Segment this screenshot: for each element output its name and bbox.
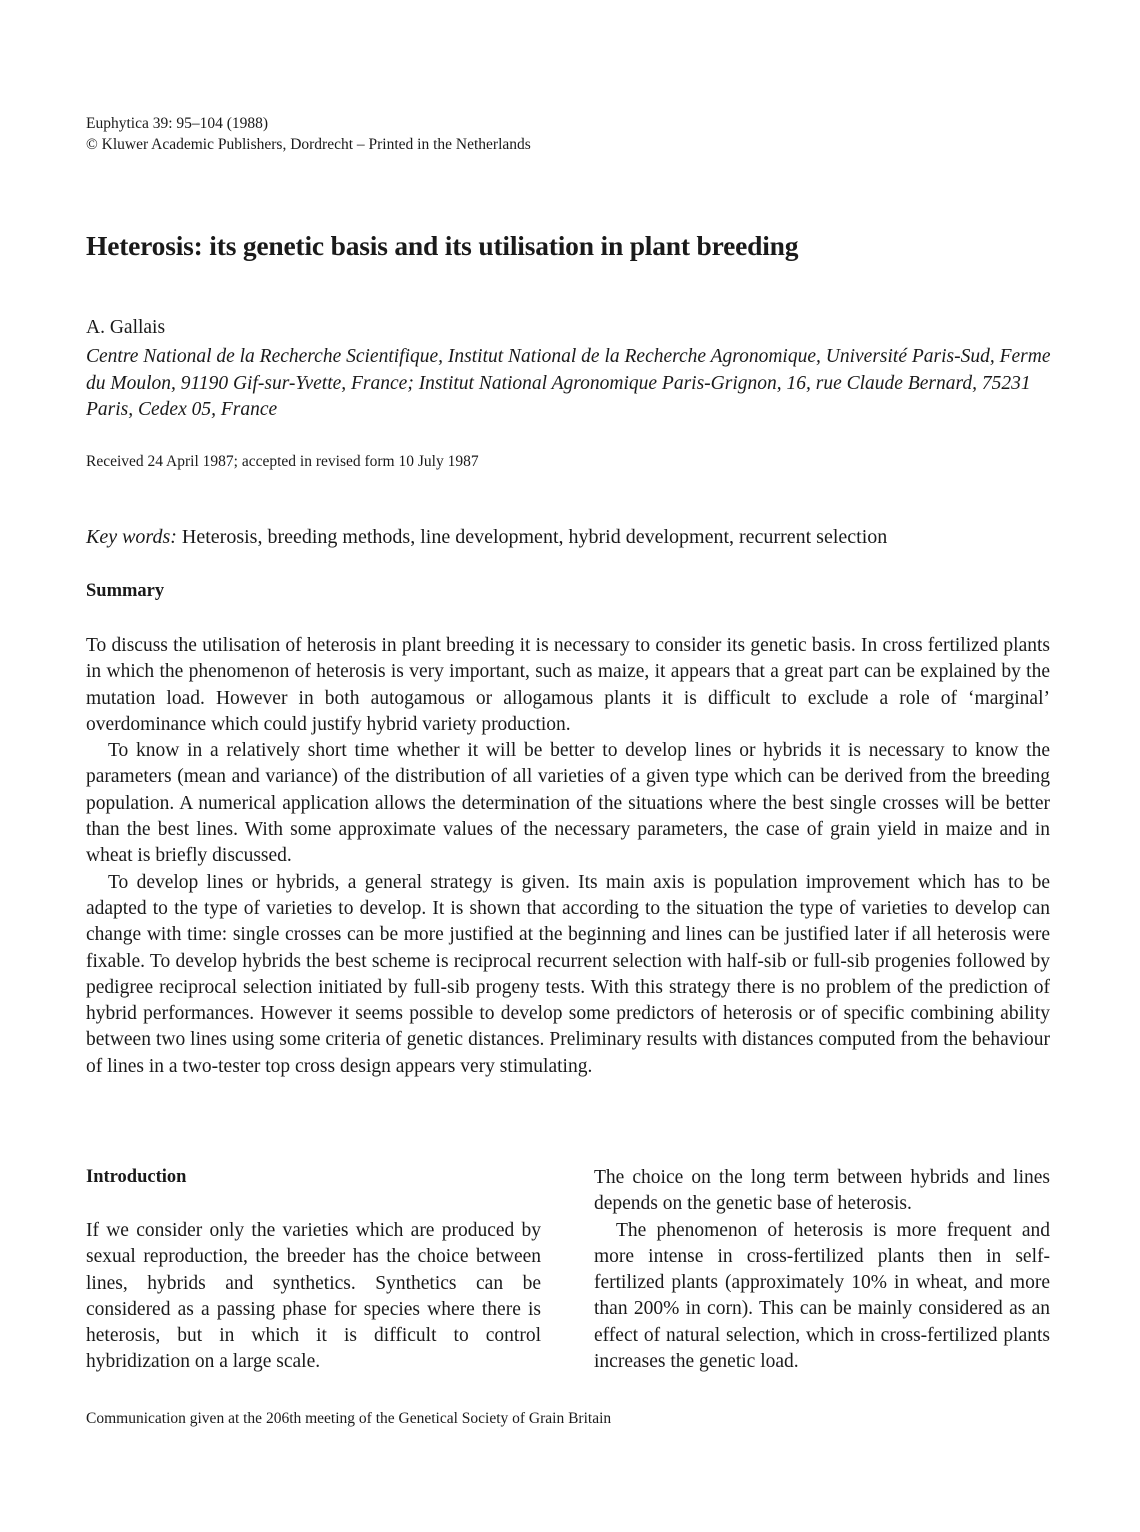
author-name: A. Gallais [86,317,166,338]
introduction-paragraph: If we consider only the varieties which are produced by sexual reproduction, the breeder has the choice between lines, hybrids and synthetics. Synthetics can be considered as a passing phase for species where there is heterosis, but in which it is difficult to control hybridization on a large scale. [86,1220,541,1373]
introduction-paragraph: The choice on the long term between hybrids and lines depends on the genetic base of heterosis. [594,1167,1050,1215]
footnote: Communication given at the 206th meeting of the Genetical Society of Grain Britain [86,1410,612,1427]
summary-paragraph: To develop lines or hybrids, a general strategy is given. Its main axis is population improvement which has to be adapted to the type of varieties to develop. It is shown that according to the situation the type of varieties to develop can change with time: single crosses can be more justified at the beginning and lines can be justified later if all heterosis were fixable. To develop hybrids the best scheme is reciprocal recurrent selection with half-sib or full-sib progenies followed by pedigree reciprocal selection initiated by full-sib progeny tests. With this strategy there is no problem of the prediction of hybrid performances. However it seems possible to develop some predictors of heterosis or of specific combining ability between two lines using some criteria of genetic distances. Preliminary results with distances computed from the behaviour of lines in a two-tester top cross design appears very stimulating. [86,871,1050,1077]
journal-citation: Euphytica 39: 95–104 (1988) [86,115,269,132]
introduction-paragraph: The phenomenon of heterosis is more frequent and more intense in cross-fertilized plants then in self-fertilized plants (approximately 10% in wheat, and more than 200% in corn). This can be mainly considered as an effect of natural selection, which in cross-fertilized plants increases the genetic load. [594,1219,1050,1373]
article-title: Heterosis: its genetic basis and its utilisation in plant breeding [86,230,799,261]
introduction-right-column [594,1165,1050,1375]
journal-header [86,113,531,155]
summary-heading: Summary [86,581,165,601]
summary-paragraph: To know in a relatively short time whether it will be better to develop lines or hybrids it is necessary to know the parameters (mean and variance) of the distribution of all varieties of a given type which can be derived from the breeding population. A numerical application allows the determination of the situations where the best single crosses will be better than the best lines. With some approximate values of the necessary parameters, the case of grain yield in maize and in wheat is briefly discussed. [86,740,1050,867]
summary-paragraph: To discuss the utilisation of heterosis in plant breeding it is necessary to consider its genetic basis. In cross fertilized plants in which the phenomenon of heterosis is very important, such as maize, it appears that a great part can be explained by the mutation load. However in both autogamous or allogamous plants it is difficult to exclude a role of ‘marginal’ overdominance which could justify hybrid variety production. [86,635,1050,735]
summary-body [86,633,1050,1080]
keywords-label: Key words: [86,526,177,548]
publisher-line: © Kluwer Academic Publishers, Dordrecht – Printed in the Netherlands [86,136,531,153]
introduction-left-column [86,1218,541,1376]
introduction-heading: Introduction [86,1167,187,1187]
keywords [86,526,887,549]
keywords-list: Heterosis, breeding methods, line development, hybrid development, recurrent selection [181,526,888,548]
author-affiliation: Centre National de la Recherche Scientifique, Institut National de la Recherche Agronomique, Université Paris-Sud, Ferme du Moulon, 91190 Gif-sur-Yvette, France; Institut National Agronomique Paris-Grignon, 16, rue Claude Bernard, 75231 Paris, Cedex 05, France [86,346,1051,420]
received-date: Received 24 April 1987; accepted in revised form 10 July 1987 [86,453,479,470]
